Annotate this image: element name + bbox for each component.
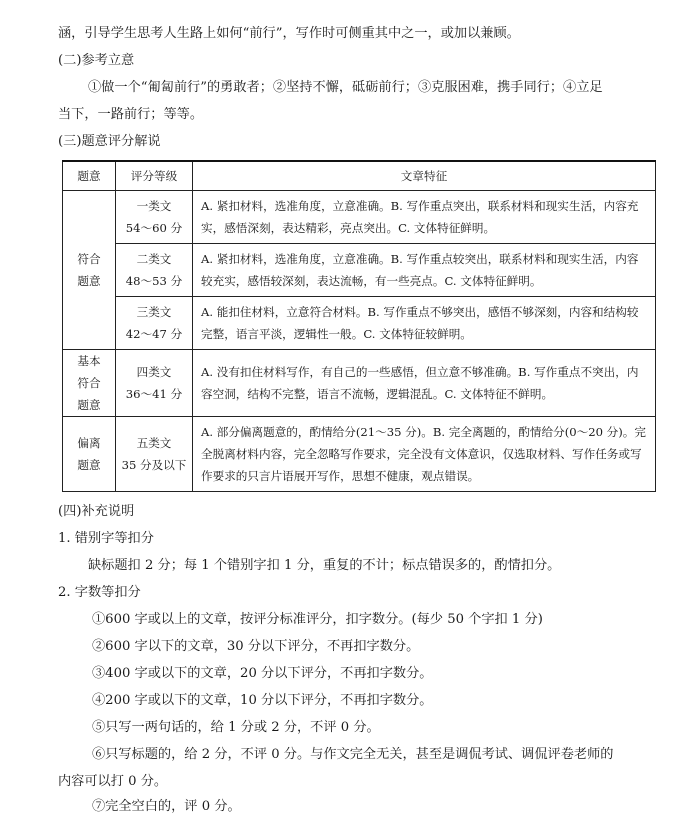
rule-item: ③400 字或以下的文章，20 分以下评分，不再扣字数分。	[92, 666, 433, 681]
description-cell: A. 紧扣材料，选准角度，立意准确。B. 写作重点突出，联系材料和现实生活，内容充实，感悟深刻，表达精彩，亮点突出。C. 文体特征鲜明。	[193, 191, 656, 244]
topic-text: 偏离 题意	[77, 436, 101, 472]
level-name: 五类文	[136, 436, 172, 450]
level-name: 二类文	[136, 252, 172, 266]
table-header-cell: 文章特征	[193, 161, 656, 191]
table-header-row	[63, 161, 656, 191]
table-row	[63, 191, 656, 244]
intro-line: 涵，引导学生思考人生路上如何“前行”，写作时可侧重其中之一，或加以兼顾。	[58, 26, 520, 41]
description-cell: A. 没有扣住材料写作，有自己的一些感悟，但立意不够准确。B. 写作重点不突出，内容空洞，结构不完整，语言不流畅，逻辑混乱。C. 文体特征不鲜明。	[193, 350, 656, 417]
level-score: 48～53 分	[125, 274, 183, 288]
level-cell	[116, 350, 193, 417]
table-row	[63, 297, 656, 350]
section3-heading: (三)题意评分解说	[58, 134, 161, 149]
level-name: 三类文	[136, 305, 172, 319]
item1-title: 1. 错别字等扣分	[58, 531, 154, 546]
topic-cell	[63, 191, 116, 350]
section2-body-line2: 当下，一路前行；等等。	[58, 107, 204, 122]
table-row	[63, 417, 656, 492]
rule-item: ⑥只写标题的，给 2 分，不评 0 分。与作文完全无关，甚至是调侃考试、调侃评卷老师的	[92, 747, 614, 762]
rule-item: ⑦完全空白的，评 0 分。	[92, 799, 241, 814]
table-header-cell: 评分等级	[116, 161, 193, 191]
topic-text: 符合 题意	[77, 252, 101, 288]
topic-cell	[63, 350, 116, 417]
topic-cell	[63, 417, 116, 492]
level-score: 35 分及以下	[121, 458, 187, 472]
level-cell	[116, 191, 193, 244]
item1-body: 缺标题扣 2 分；每 1 个错别字扣 1 分，重复的不计；标点错误多的，酌情扣分。	[88, 558, 561, 573]
rule-item: ②600 字以下的文章，30 分以下评分，不再扣字数分。	[92, 639, 420, 654]
table-row	[63, 244, 656, 297]
description-cell: A. 紧扣材料，选准角度，立意准确。B. 写作重点较突出，联系材料和现实生活，内容较充实，感悟较深刻，表达流畅，有一些亮点。C. 文体特征鲜明。	[193, 244, 656, 297]
level-score: 36～41 分	[125, 387, 183, 401]
level-score: 54～60 分	[125, 221, 183, 235]
rule-item: ⑤只写一两句话的，给 1 分或 2 分，不评 0 分。	[92, 720, 380, 735]
grading-table	[62, 160, 656, 492]
section4-heading: (四)补充说明	[58, 504, 135, 519]
item2-title: 2. 字数等扣分	[58, 585, 141, 600]
level-name: 四类文	[136, 365, 172, 379]
level-name: 一类文	[136, 199, 172, 213]
description-cell: A. 部分偏离题意的，酌情给分(21～35 分)。B. 完全离题的，酌情给分(0～20 分)。完全脱离材料内容，完全忽略写作要求，完全没有文体意识，仅选取材料、写作任务或写作要求的只言片语展开写作，思想不健康，观点错误。	[193, 417, 656, 492]
table-row	[63, 350, 656, 417]
rule-item: ①600 字或以上的文章，按评分标准评分，扣字数分。(每少 50 个字扣 1 分)	[92, 612, 543, 627]
level-cell	[116, 244, 193, 297]
section2-heading: (二)参考立意	[58, 53, 135, 68]
level-cell	[116, 417, 193, 492]
section2-body-line1: ①做一个“匍匐前行”的勇敢者；②坚持不懈，砥砺前行；③克服困难，携手同行；④立足	[88, 80, 603, 95]
description-cell: A. 能扣住材料，立意符合材料。B. 写作重点不够突出，感悟不够深刻，内容和结构较完整，语言平淡，逻辑性一般。C. 文体特征较鲜明。	[193, 297, 656, 350]
rule-item-continuation: 内容可以打 0 分。	[58, 774, 168, 789]
level-score: 42～47 分	[125, 327, 183, 341]
table-header-cell: 题意	[63, 161, 116, 191]
level-cell	[116, 297, 193, 350]
topic-text: 基本 符合 题意	[77, 354, 101, 412]
rule-item: ④200 字或以下的文章，10 分以下评分，不再扣字数分。	[92, 693, 433, 708]
